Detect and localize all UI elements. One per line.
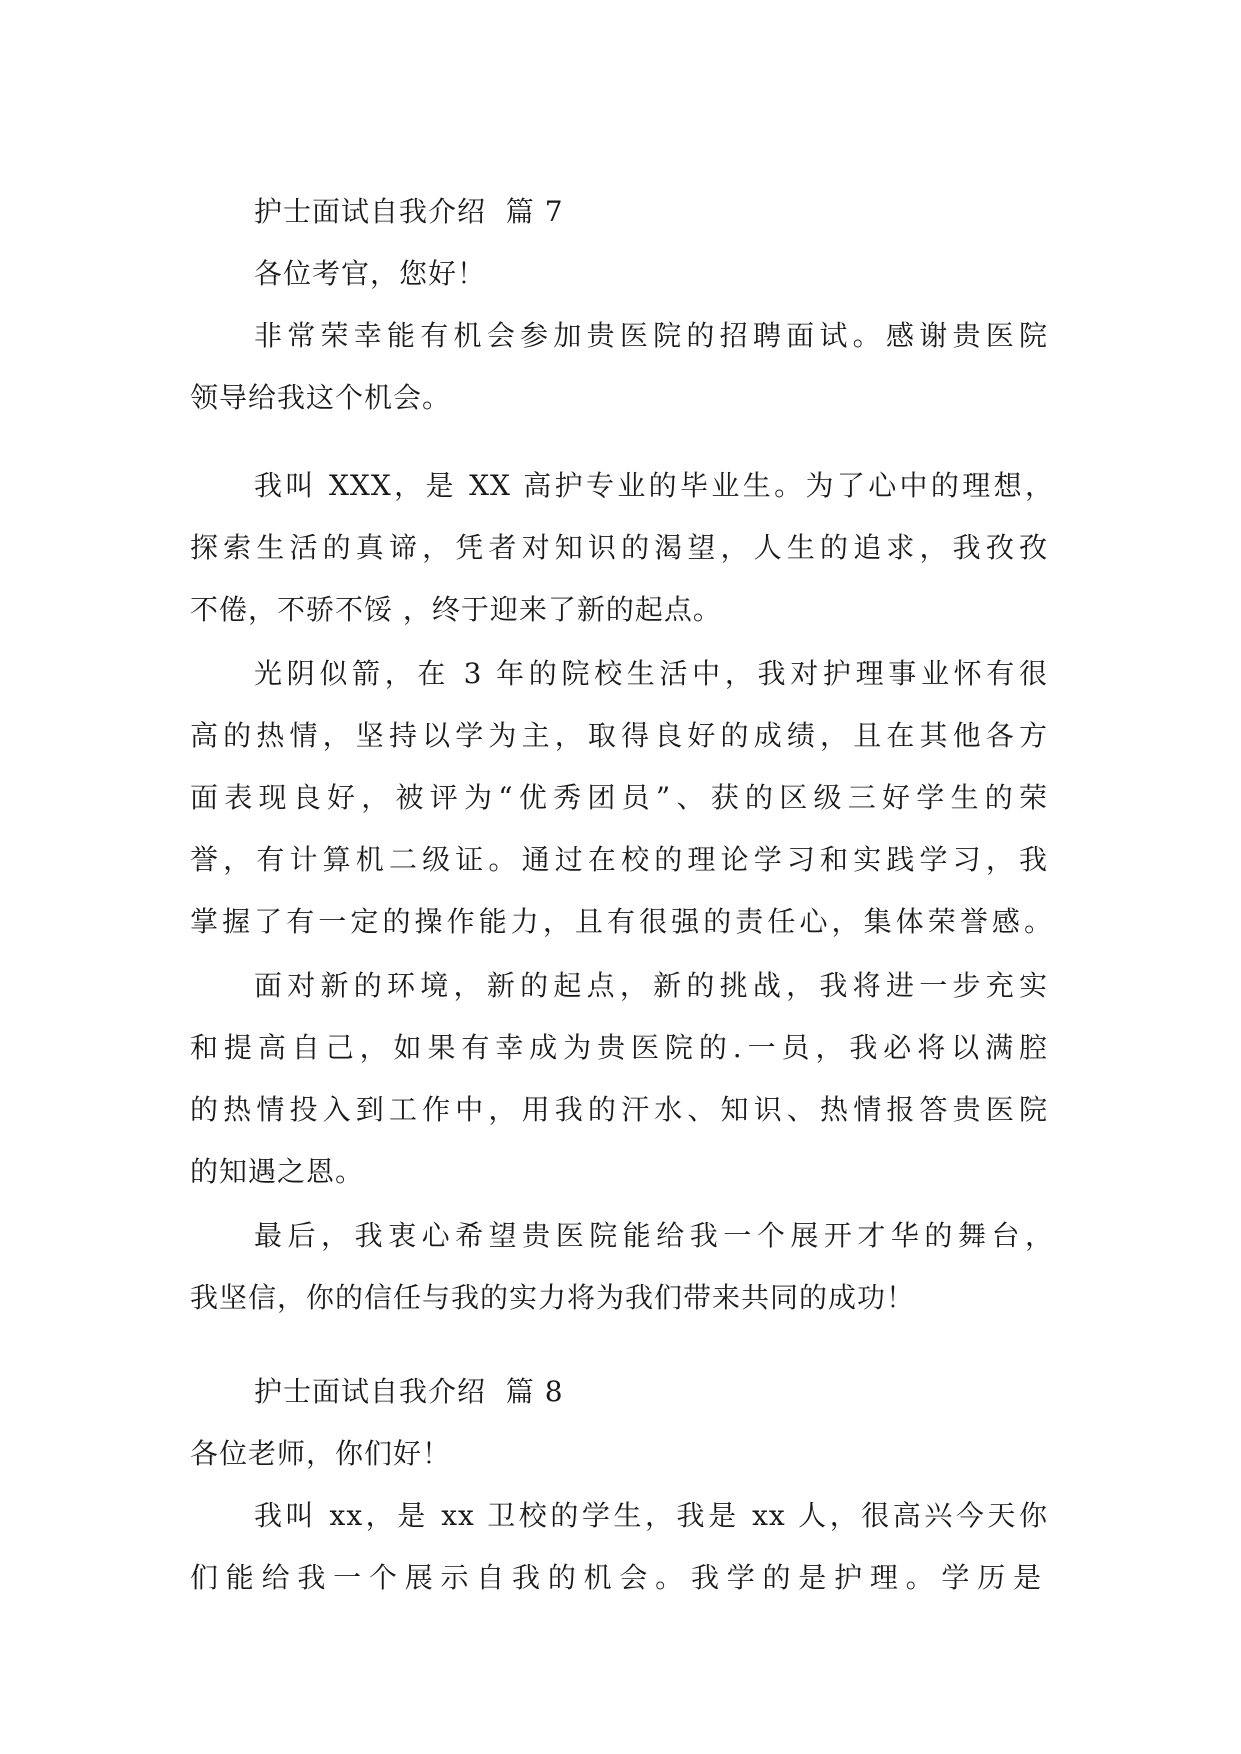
paragraph-line: 掌握了有一定的操作能力，且有很强的责任心，集体荣誉感。 <box>190 905 1052 938</box>
paragraph-line: 最后，我衷心希望贵医院能给我一个展开才华的舞台， <box>254 1219 1054 1252</box>
paragraph-line: 面表现良好，被评为“优秀团员”、获的区级三好学生的荣 <box>190 781 1048 814</box>
paragraph-line: 不倦，不骄不馁 ，终于迎来了新的起点。 <box>190 593 722 626</box>
paragraph-line: 高的热情，坚持以学为主，取得良好的成绩，且在其他各方 <box>190 719 1048 752</box>
paragraph-line: 探索生活的真谛，凭者对知识的渴望，人生的追求，我孜孜 <box>190 531 1048 564</box>
paragraph-line: 我叫 XXX，是 XX 高护专业的毕业生。为了心中的理想， <box>254 469 1054 502</box>
paragraph-line: 光阴似箭，在 3 年的院校生活中，我对护理事业怀有很 <box>254 657 1048 690</box>
paragraph-line: 领导给我这个机会。 <box>190 381 452 414</box>
paragraph-line: 非常荣幸能有机会参加贵医院的招聘面试。感谢贵医院 <box>254 319 1048 352</box>
paragraph-line: 们能给我一个展示自我的机会。我学的是护理。学历是 <box>190 1561 1042 1594</box>
section-8-greeting: 各位老师，你们好！ <box>190 1437 452 1470</box>
section-7-title: 护士面试自我介绍 篇 7 <box>254 195 564 228</box>
paragraph-line: 的热情投入到工作中，用我的汗水、知识、热情报答贵医院 <box>190 1093 1048 1126</box>
paragraph-line: 誉，有计算机二级证。通过在校的理论学习和实践学习，我 <box>190 843 1048 876</box>
section-8-title: 护士面试自我介绍 篇 8 <box>254 1375 564 1408</box>
paragraph-line: 面对新的环境，新的起点，新的挑战，我将进一步充实 <box>254 969 1048 1002</box>
section-7-greeting: 各位考官，您好！ <box>254 257 487 290</box>
paragraph-line: 我叫 xx，是 xx 卫校的学生，我是 xx 人，很高兴今天你 <box>254 1499 1048 1532</box>
paragraph-line: 和提高自己，如果有幸成为贵医院的.一员，我必将以满腔 <box>190 1031 1048 1064</box>
paragraph-line: 的知遇之恩。 <box>190 1155 365 1188</box>
paragraph-line: 我坚信，你的信任与我的实力将为我们带来共同的成功！ <box>190 1281 916 1314</box>
